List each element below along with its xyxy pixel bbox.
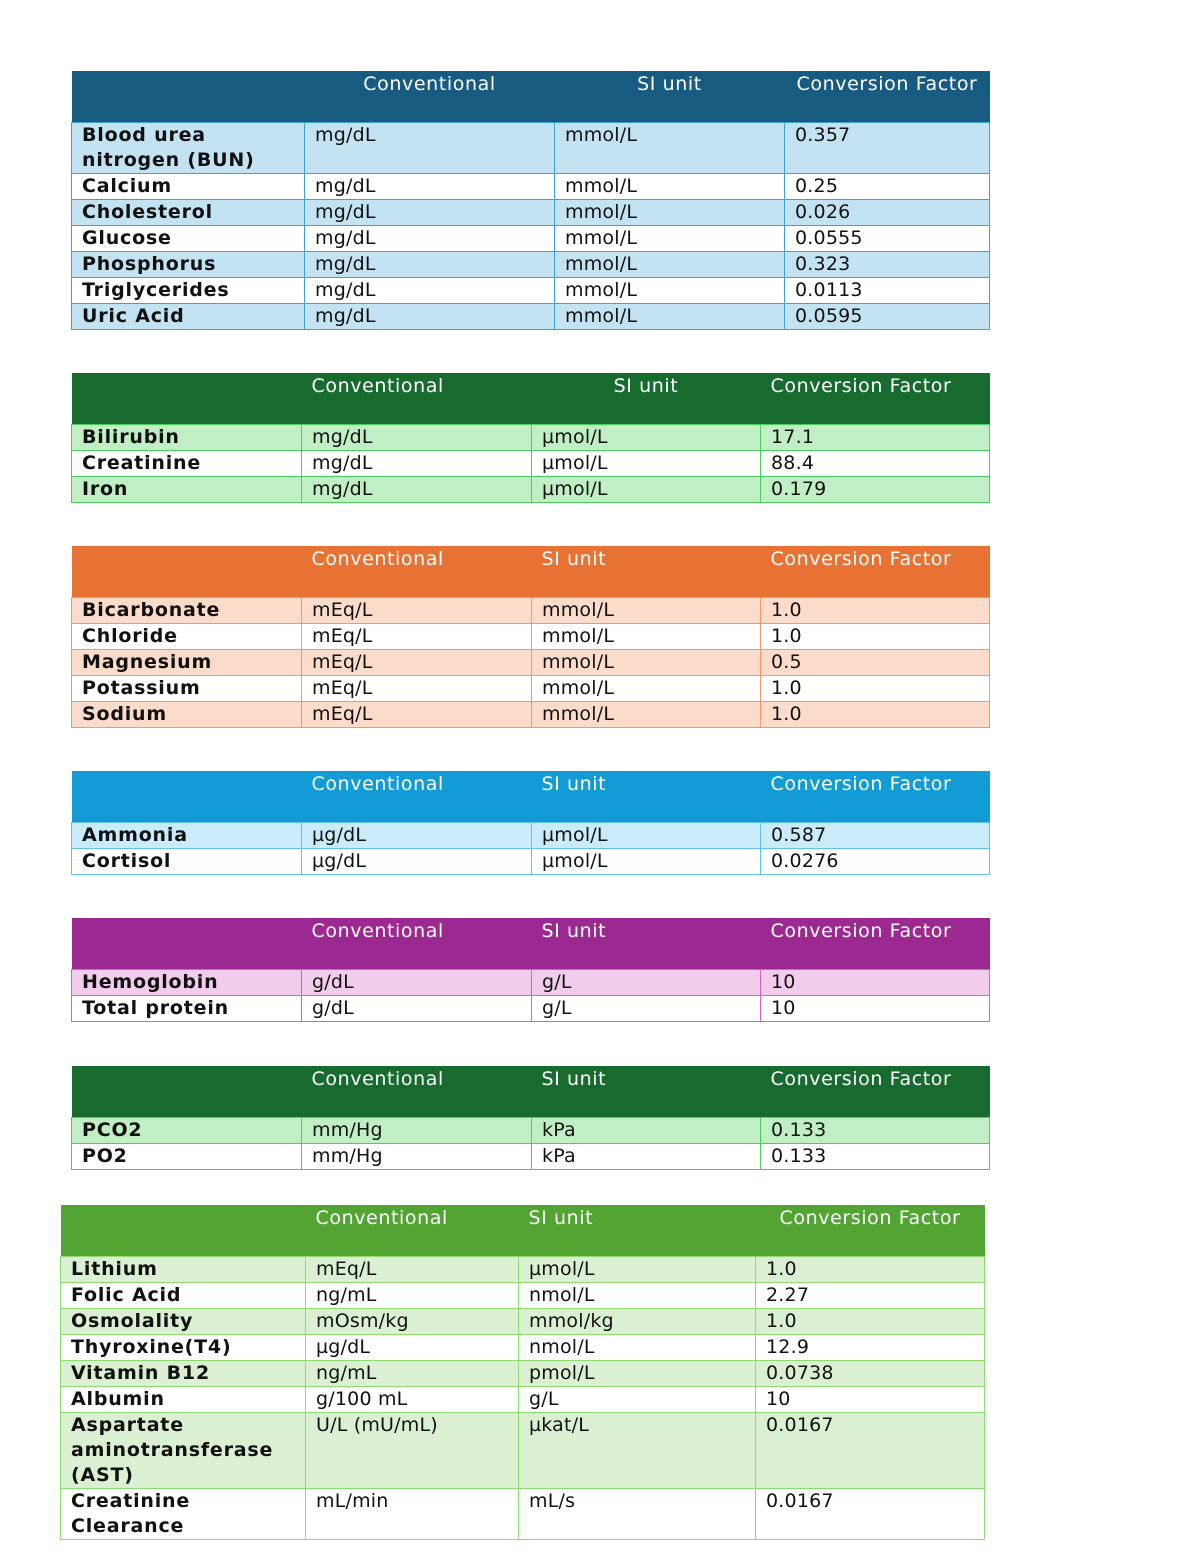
conventional-unit: mEq/L bbox=[302, 597, 532, 623]
conventional-unit: g/dL bbox=[302, 969, 532, 995]
conversion-factor: 0.357 bbox=[785, 122, 990, 173]
header-si-unit: SI unit bbox=[532, 1066, 761, 1117]
header-si-unit: SI unit bbox=[532, 771, 761, 822]
conventional-unit: g/dL bbox=[302, 995, 532, 1021]
conversion-factor: 0.0555 bbox=[785, 225, 990, 251]
header-empty bbox=[72, 546, 302, 597]
table-row bbox=[61, 1412, 985, 1488]
table-row bbox=[72, 303, 990, 329]
conventional-unit: mm/Hg bbox=[302, 1143, 532, 1169]
table-row bbox=[72, 1143, 990, 1169]
table-header-row bbox=[72, 771, 990, 822]
table-row bbox=[72, 450, 990, 476]
conversion-factor: 12.9 bbox=[756, 1334, 985, 1360]
conversion-factor: 88.4 bbox=[761, 450, 990, 476]
si-unit: µmol/L bbox=[519, 1256, 756, 1282]
conversion-factor: 10 bbox=[761, 995, 990, 1021]
analyte-name: Cholesterol bbox=[72, 199, 305, 225]
si-unit: mmol/L bbox=[555, 277, 785, 303]
table-row bbox=[61, 1386, 985, 1412]
table-row bbox=[72, 649, 990, 675]
analyte-name: Bilirubin bbox=[72, 424, 302, 450]
header-conventional: Conventional bbox=[305, 71, 555, 122]
conventional-unit: mg/dL bbox=[302, 450, 532, 476]
si-unit: µmol/L bbox=[532, 450, 761, 476]
si-unit: µmol/L bbox=[532, 476, 761, 502]
conversion-factor: 2.27 bbox=[756, 1282, 985, 1308]
header-conventional: Conventional bbox=[302, 546, 532, 597]
conventional-unit: ng/mL bbox=[306, 1282, 519, 1308]
table-row bbox=[61, 1360, 985, 1386]
analyte-name: Folic Acid bbox=[61, 1282, 306, 1308]
conversion-table-3 bbox=[71, 546, 990, 728]
conversion-factor: 0.587 bbox=[761, 822, 990, 848]
header-conventional: Conventional bbox=[306, 1205, 519, 1256]
analyte-name: Triglycerides bbox=[72, 277, 305, 303]
analyte-name: Uric Acid bbox=[72, 303, 305, 329]
conventional-unit: µg/dL bbox=[302, 848, 532, 874]
si-unit: mmol/L bbox=[555, 225, 785, 251]
si-unit: nmol/L bbox=[519, 1282, 756, 1308]
analyte-name: Potassium bbox=[72, 675, 302, 701]
analyte-name: Iron bbox=[72, 476, 302, 502]
header-si-unit: SI unit bbox=[555, 71, 785, 122]
si-unit: mmol/L bbox=[555, 173, 785, 199]
conversion-table-5 bbox=[71, 918, 990, 1022]
header-conversion-factor: Conversion Factor bbox=[761, 918, 990, 969]
conversion-factor: 0.5 bbox=[761, 649, 990, 675]
analyte-name: Calcium bbox=[72, 173, 305, 199]
table-row bbox=[72, 848, 990, 874]
conversion-factor: 0.0167 bbox=[756, 1412, 985, 1488]
si-unit: µmol/L bbox=[532, 822, 761, 848]
table-row bbox=[61, 1256, 985, 1282]
conventional-unit: mEq/L bbox=[306, 1256, 519, 1282]
table-row bbox=[72, 969, 990, 995]
si-unit: mmol/L bbox=[532, 623, 761, 649]
analyte-name: Aspartate aminotransferase (AST) bbox=[61, 1412, 306, 1488]
analyte-name: Glucose bbox=[72, 225, 305, 251]
si-unit: pmol/L bbox=[519, 1360, 756, 1386]
analyte-name: Chloride bbox=[72, 623, 302, 649]
conversion-table-7 bbox=[60, 1205, 985, 1540]
conversion-table-1 bbox=[71, 71, 990, 330]
analyte-name: Cortisol bbox=[72, 848, 302, 874]
si-unit: mmol/L bbox=[555, 251, 785, 277]
table-row bbox=[61, 1282, 985, 1308]
table-row bbox=[61, 1488, 985, 1539]
header-si-unit: SI unit bbox=[532, 918, 761, 969]
table-row bbox=[72, 277, 990, 303]
conversion-factor: 0.0167 bbox=[756, 1488, 985, 1539]
analyte-name: PCO2 bbox=[72, 1117, 302, 1143]
table-row bbox=[61, 1334, 985, 1360]
conventional-unit: mg/dL bbox=[305, 251, 555, 277]
header-empty bbox=[72, 918, 302, 969]
conventional-unit: mEq/L bbox=[302, 649, 532, 675]
analyte-name: Phosphorus bbox=[72, 251, 305, 277]
table-row bbox=[72, 199, 990, 225]
conversion-factor: 0.0595 bbox=[785, 303, 990, 329]
conversion-factor: 0.133 bbox=[761, 1143, 990, 1169]
si-unit: mmol/L bbox=[532, 649, 761, 675]
table-row bbox=[72, 675, 990, 701]
conventional-unit: mEq/L bbox=[302, 701, 532, 727]
table-header-row bbox=[72, 918, 990, 969]
conversion-factor: 1.0 bbox=[761, 701, 990, 727]
table-row bbox=[72, 173, 990, 199]
conversion-table-6 bbox=[71, 1066, 990, 1170]
header-conventional: Conventional bbox=[302, 373, 532, 424]
conventional-unit: mg/dL bbox=[302, 476, 532, 502]
conventional-unit: µg/dL bbox=[306, 1334, 519, 1360]
si-unit: µmol/L bbox=[532, 424, 761, 450]
conventional-unit: mOsm/kg bbox=[306, 1308, 519, 1334]
conventional-unit: mg/dL bbox=[305, 199, 555, 225]
si-unit: mmol/L bbox=[532, 597, 761, 623]
analyte-name: PO2 bbox=[72, 1143, 302, 1169]
header-conversion-factor: Conversion Factor bbox=[756, 1205, 985, 1256]
si-unit: mmol/L bbox=[555, 199, 785, 225]
table-row bbox=[72, 701, 990, 727]
header-conversion-factor: Conversion Factor bbox=[785, 71, 990, 122]
conversion-factor: 0.0113 bbox=[785, 277, 990, 303]
header-conversion-factor: Conversion Factor bbox=[761, 771, 990, 822]
table-row bbox=[72, 122, 990, 173]
si-unit: mmol/L bbox=[532, 701, 761, 727]
header-empty bbox=[61, 1205, 306, 1256]
conversion-factor: 0.25 bbox=[785, 173, 990, 199]
conventional-unit: g/100 mL bbox=[306, 1386, 519, 1412]
si-unit: mmol/L bbox=[555, 303, 785, 329]
si-unit: kPa bbox=[532, 1143, 761, 1169]
table-header-row bbox=[61, 1205, 985, 1256]
conversion-factor: 0.323 bbox=[785, 251, 990, 277]
header-conversion-factor: Conversion Factor bbox=[761, 546, 990, 597]
table-header-row bbox=[72, 1066, 990, 1117]
header-empty bbox=[72, 771, 302, 822]
conventional-unit: mEq/L bbox=[302, 623, 532, 649]
si-unit: g/L bbox=[519, 1386, 756, 1412]
conversion-factor: 10 bbox=[756, 1386, 985, 1412]
analyte-name: Ammonia bbox=[72, 822, 302, 848]
si-unit: mmol/kg bbox=[519, 1308, 756, 1334]
conventional-unit: U/L (mU/mL) bbox=[306, 1412, 519, 1488]
conventional-unit: mEq/L bbox=[302, 675, 532, 701]
analyte-name: Creatinine Clearance bbox=[61, 1488, 306, 1539]
table-row bbox=[61, 1308, 985, 1334]
si-unit: g/L bbox=[532, 995, 761, 1021]
conventional-unit: mm/Hg bbox=[302, 1117, 532, 1143]
si-unit: mmol/L bbox=[532, 675, 761, 701]
table-header-row bbox=[72, 373, 990, 424]
conversion-factor: 1.0 bbox=[756, 1256, 985, 1282]
conversion-factor: 0.026 bbox=[785, 199, 990, 225]
analyte-name: Bicarbonate bbox=[72, 597, 302, 623]
conversion-factor: 1.0 bbox=[761, 675, 990, 701]
conversion-factor: 0.0738 bbox=[756, 1360, 985, 1386]
analyte-name: Blood urea nitrogen (BUN) bbox=[72, 122, 305, 173]
analyte-name: Creatinine bbox=[72, 450, 302, 476]
conversion-factor: 10 bbox=[761, 969, 990, 995]
analyte-name: Osmolality bbox=[61, 1308, 306, 1334]
analyte-name: Total protein bbox=[72, 995, 302, 1021]
table-row bbox=[72, 424, 990, 450]
conversion-factor: 1.0 bbox=[761, 623, 990, 649]
analyte-name: Sodium bbox=[72, 701, 302, 727]
analyte-name: Hemoglobin bbox=[72, 969, 302, 995]
analyte-name: Vitamin B12 bbox=[61, 1360, 306, 1386]
table-row bbox=[72, 822, 990, 848]
conventional-unit: ng/mL bbox=[306, 1360, 519, 1386]
conversion-factor: 1.0 bbox=[756, 1308, 985, 1334]
header-conversion-factor: Conversion Factor bbox=[761, 373, 990, 424]
conversion-factor: 17.1 bbox=[761, 424, 990, 450]
conversion-table-2 bbox=[71, 373, 990, 503]
conventional-unit: mg/dL bbox=[305, 173, 555, 199]
table-row bbox=[72, 225, 990, 251]
table-row bbox=[72, 1117, 990, 1143]
table-row bbox=[72, 623, 990, 649]
conversion-factor: 0.0276 bbox=[761, 848, 990, 874]
conversion-factor: 0.179 bbox=[761, 476, 990, 502]
conventional-unit: mg/dL bbox=[305, 122, 555, 173]
analyte-name: Lithium bbox=[61, 1256, 306, 1282]
table-header-row bbox=[72, 71, 990, 122]
conventional-unit: mg/dL bbox=[302, 424, 532, 450]
table-row bbox=[72, 251, 990, 277]
si-unit: kPa bbox=[532, 1117, 761, 1143]
header-conventional: Conventional bbox=[302, 771, 532, 822]
conventional-unit: mg/dL bbox=[305, 277, 555, 303]
header-conventional: Conventional bbox=[302, 918, 532, 969]
si-unit: µkat/L bbox=[519, 1412, 756, 1488]
conventional-unit: mL/min bbox=[306, 1488, 519, 1539]
si-unit: mmol/L bbox=[555, 122, 785, 173]
header-empty bbox=[72, 1066, 302, 1117]
header-si-unit: SI unit bbox=[519, 1205, 756, 1256]
conventional-unit: mg/dL bbox=[305, 303, 555, 329]
table-header-row bbox=[72, 546, 990, 597]
analyte-name: Albumin bbox=[61, 1386, 306, 1412]
si-unit: nmol/L bbox=[519, 1334, 756, 1360]
header-si-unit: SI unit bbox=[532, 373, 761, 424]
conventional-unit: mg/dL bbox=[305, 225, 555, 251]
header-empty bbox=[72, 373, 302, 424]
header-si-unit: SI unit bbox=[532, 546, 761, 597]
si-unit: µmol/L bbox=[532, 848, 761, 874]
si-unit: mL/s bbox=[519, 1488, 756, 1539]
analyte-name: Thyroxine(T4) bbox=[61, 1334, 306, 1360]
table-row bbox=[72, 476, 990, 502]
header-conventional: Conventional bbox=[302, 1066, 532, 1117]
conventional-unit: µg/dL bbox=[302, 822, 532, 848]
conversion-factor: 1.0 bbox=[761, 597, 990, 623]
header-empty bbox=[72, 71, 305, 122]
table-row bbox=[72, 597, 990, 623]
si-unit: g/L bbox=[532, 969, 761, 995]
analyte-name: Magnesium bbox=[72, 649, 302, 675]
conversion-factor: 0.133 bbox=[761, 1117, 990, 1143]
conversion-table-4 bbox=[71, 771, 990, 875]
header-conversion-factor: Conversion Factor bbox=[761, 1066, 990, 1117]
table-row bbox=[72, 995, 990, 1021]
